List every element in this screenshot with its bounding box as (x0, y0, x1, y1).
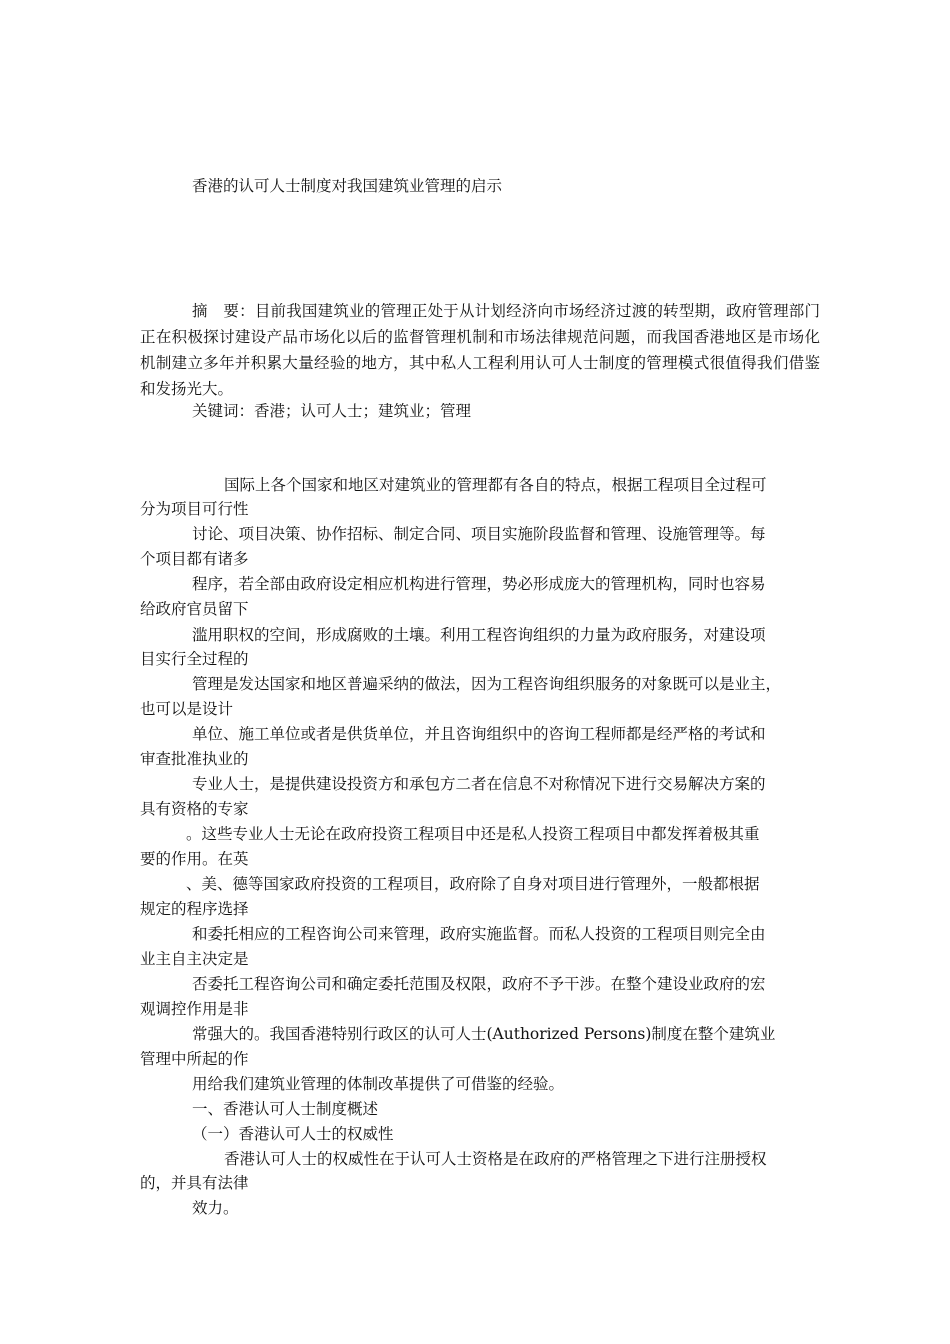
body-line: 观调控作用是非 (140, 1000, 249, 1018)
body-line: 滥用职权的空间，形成腐败的土壤。利用工程咨询组织的力量为政府服务，对建设项 (192, 626, 766, 644)
body-line: 专业人士，是提供建设投资方和承包方二者在信息不对称情况下进行交易解决方案的 (192, 775, 766, 793)
body-line: 要的作用。在英 (140, 850, 249, 868)
body-line: 目实行全过程的 (140, 650, 249, 668)
body-line: 否委托工程咨询公司和确定委托范围及权限，政府不予干涉。在整个建设业政府的宏 (192, 975, 766, 993)
body-line: 单位、施工单位或者是供货单位，并且咨询组织中的咨询工程师都是经严格的考试和 (192, 725, 766, 743)
body-line: 给政府官员留下 (140, 600, 249, 618)
body-line: 管理中所起的作 (140, 1050, 249, 1068)
body-line: 具有资格的专家 (140, 800, 249, 818)
abstract-paragraph: 摘 要：目前我国建筑业的管理正处于从计划经济向市场经济过渡的转型期，政府管理部门正在积极探讨建设产品市场化以后的监督管理机制和市场法律规范问题，而我国香港地区是市场化机制建立多年并积累大量经验的地方，其中私人工程利用认可人士制度的管理模式很值得我们借鉴和发扬光大。 (140, 302, 820, 398)
body-line: 。这些专业人士无论在政府投资工程项目中还是私人投资工程项目中都发挥着极其重 (186, 825, 760, 843)
body-line: 程序，若全部由政府设定相应机构进行管理，势必形成庞大的管理机构，同时也容易 (192, 575, 766, 593)
body-line: 规定的程序选择 (140, 900, 249, 918)
body-line: 和委托相应的工程咨询公司来管理，政府实施监督。而私人投资的工程项目则完全由 (192, 925, 766, 943)
body-line: 管理是发达国家和地区普遍采纳的做法，因为工程咨询组织服务的对象既可以是业主， (192, 675, 782, 693)
keywords-line: 关键词：香港；认可人士；建筑业；管理 (192, 402, 472, 420)
body-line: 的，并具有法律 (140, 1174, 249, 1192)
body-line: 分为项目可行性 (140, 500, 249, 518)
body-line: 业主自主决定是 (140, 950, 249, 968)
body-line: 国际上各个国家和地区对建筑业的管理都有各自的特点，根据工程项目全过程可 (224, 476, 767, 494)
body-line: 个项目都有诸多 (140, 550, 249, 568)
body-line: 效力。 (192, 1199, 239, 1217)
document-title: 香港的认可人士制度对我国建筑业管理的启示 (192, 177, 503, 195)
section-heading: 一、香港认可人士制度概述 (192, 1100, 379, 1118)
abstract-block (140, 298, 820, 402)
body-line: 常强大的。我国香港特别行政区的认可人士(Authorized Persons)制度在整个建筑业 (192, 1025, 776, 1043)
body-line: 、美、德等国家政府投资的工程项目，政府除了自身对项目进行管理外，一般都根据 (186, 875, 760, 893)
body-line: 用给我们建筑业管理的体制改革提供了可借鉴的经验。 (192, 1075, 565, 1093)
body-line: 讨论、项目决策、协作招标、制定合同、项目实施阶段监督和管理、设施管理等。每 (192, 525, 766, 543)
body-line: 也可以是设计 (140, 700, 234, 718)
body-line: 审查批准执业的 (140, 750, 249, 768)
subsection-heading: （一）香港认可人士的权威性 (192, 1125, 394, 1143)
body-line: 香港认可人士的权威性在于认可人士资格是在政府的严格管理之下进行注册授权 (224, 1150, 767, 1168)
